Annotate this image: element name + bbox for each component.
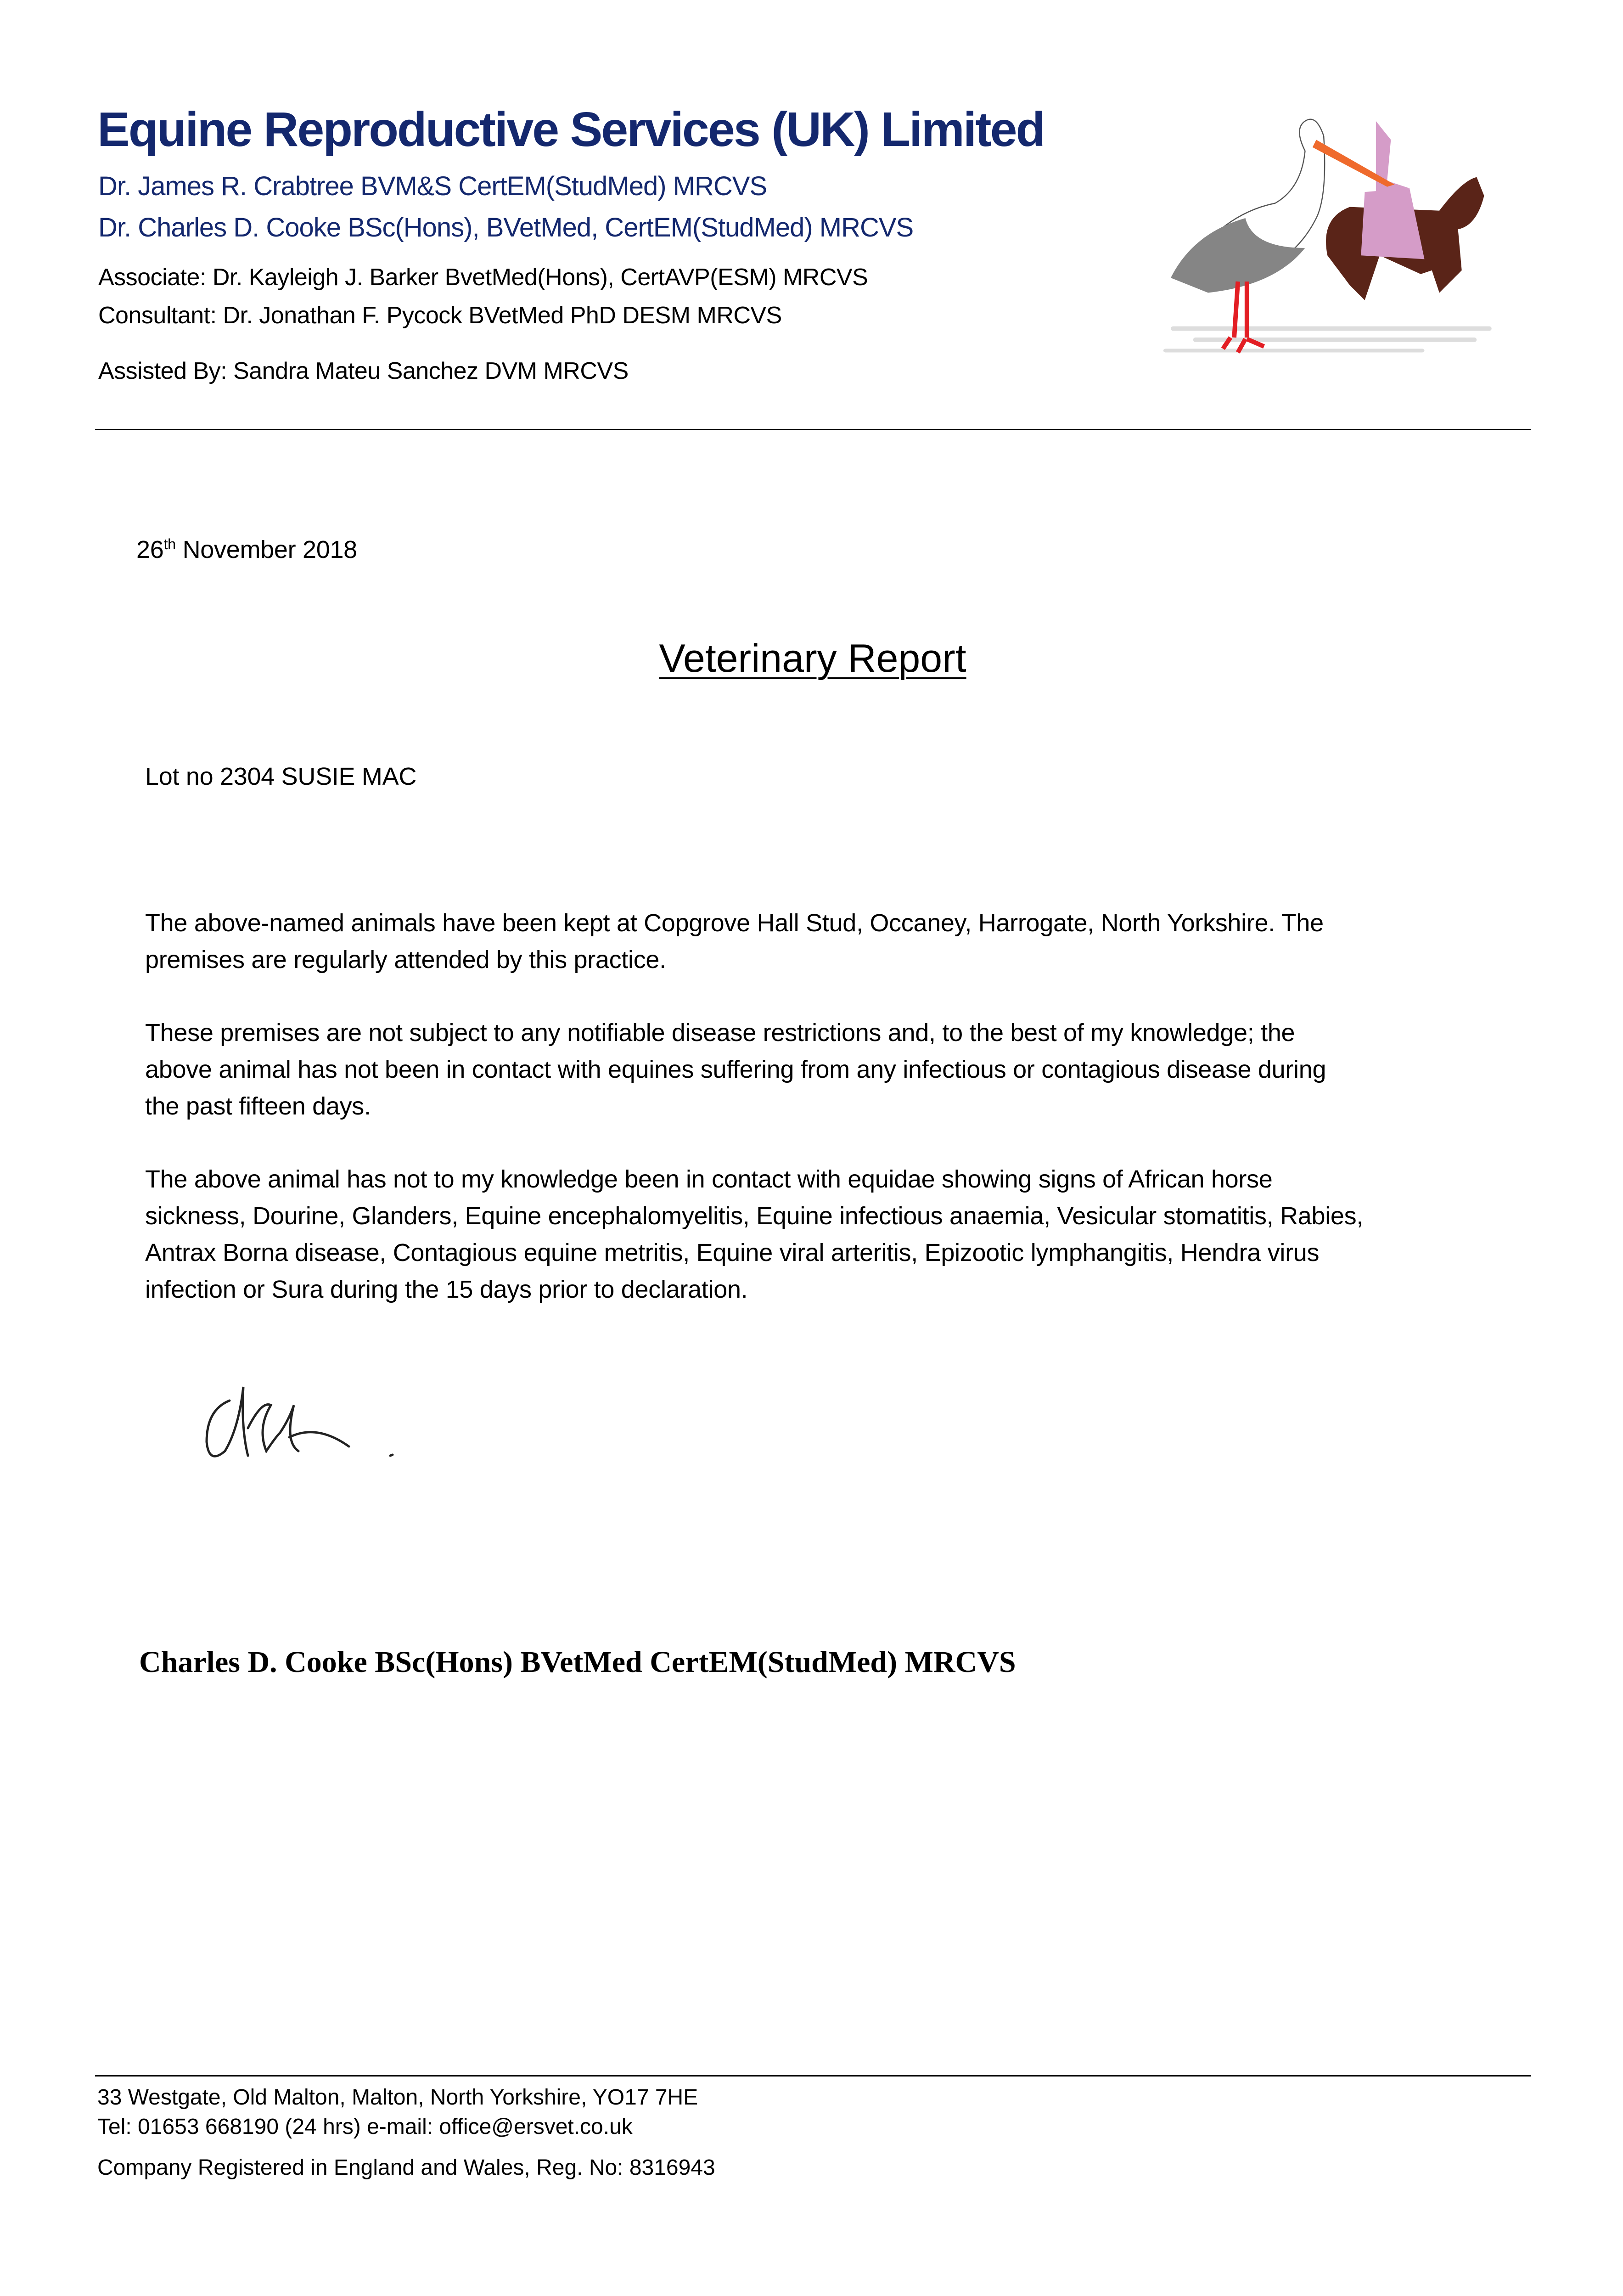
date-month-year: November 2018: [175, 536, 357, 563]
signer-name: Charles D. Cooke BSc(Hons) BVetMed CertEM(StudMed) MRCVS: [139, 1645, 1016, 1679]
text-line: the past fifteen days.: [145, 1092, 371, 1120]
footer-address: 33 Westgate, Old Malton, Malton, North Yorkshire, YO17 7HE: [97, 2085, 698, 2110]
text-line: The above animal has not to my knowledge been in contact with equidae showing signs of African horse: [145, 1165, 1273, 1193]
consultant: Consultant: Dr. Jonathan F. Pycock BVetMed PhD DESM MRCVS: [98, 302, 782, 329]
letter-date: [136, 535, 357, 564]
associate: Associate: Dr. Kayleigh J. Barker BvetMed(Hons), CertAVP(ESM) MRCVS: [98, 264, 868, 291]
footer-divider: [95, 2075, 1531, 2077]
stork-logo: [1125, 69, 1515, 367]
paragraph-restrictions: [145, 1014, 1326, 1125]
text-line: infection or Sura during the 15 days prior to declaration.: [145, 1276, 748, 1303]
signature: [197, 1373, 409, 1469]
report-heading: Veterinary Report: [659, 636, 966, 681]
date-day: 26: [136, 536, 164, 563]
date-suffix: th: [163, 536, 176, 552]
text-line: These premises are not subject to any notifiable disease restrictions and, to the best of my knowledge; the: [145, 1019, 1295, 1047]
text-line: The above-named animals have been kept at Copgrove Hall Stud, Occaney, Harrogate, North Yorkshire. The: [145, 909, 1324, 937]
header-divider: [95, 429, 1531, 430]
text-line: premises are regularly attended by this practice.: [145, 946, 666, 974]
assisted-by: Assisted By: Sandra Mateu Sanchez DVM MRCVS: [98, 358, 629, 384]
text-line: Antrax Borna disease, Contagious equine metritis, Equine viral arteritis, Epizootic lymphangitis, Hendra virus: [145, 1239, 1320, 1266]
lot-number: Lot no 2304 SUSIE MAC: [145, 763, 417, 790]
text-line: sickness, Dourine, Glanders, Equine encephalomyelitis, Equine infectious anaemia, Vesicular stomatitis, Rabies,: [145, 1202, 1364, 1230]
paragraph-premises: [145, 905, 1324, 978]
partner-2: Dr. Charles D. Cooke BSc(Hons), BVetMed, CertEM(StudMed) MRCVS: [98, 213, 914, 242]
text-line: above animal has not been in contact with equines suffering from any infectious or contagious disease during: [145, 1056, 1326, 1083]
footer-contact: Tel: 01653 668190 (24 hrs) e-mail: office@ersvet.co.uk: [97, 2115, 633, 2139]
partner-1: Dr. James R. Crabtree BVM&S CertEM(StudMed) MRCVS: [98, 171, 767, 201]
paragraph-diseases: [145, 1161, 1363, 1308]
footer-registration: Company Registered in England and Wales, Reg. No: 8316943: [97, 2155, 715, 2180]
company-name: Equine Reproductive Services (UK) Limited: [97, 102, 1045, 157]
